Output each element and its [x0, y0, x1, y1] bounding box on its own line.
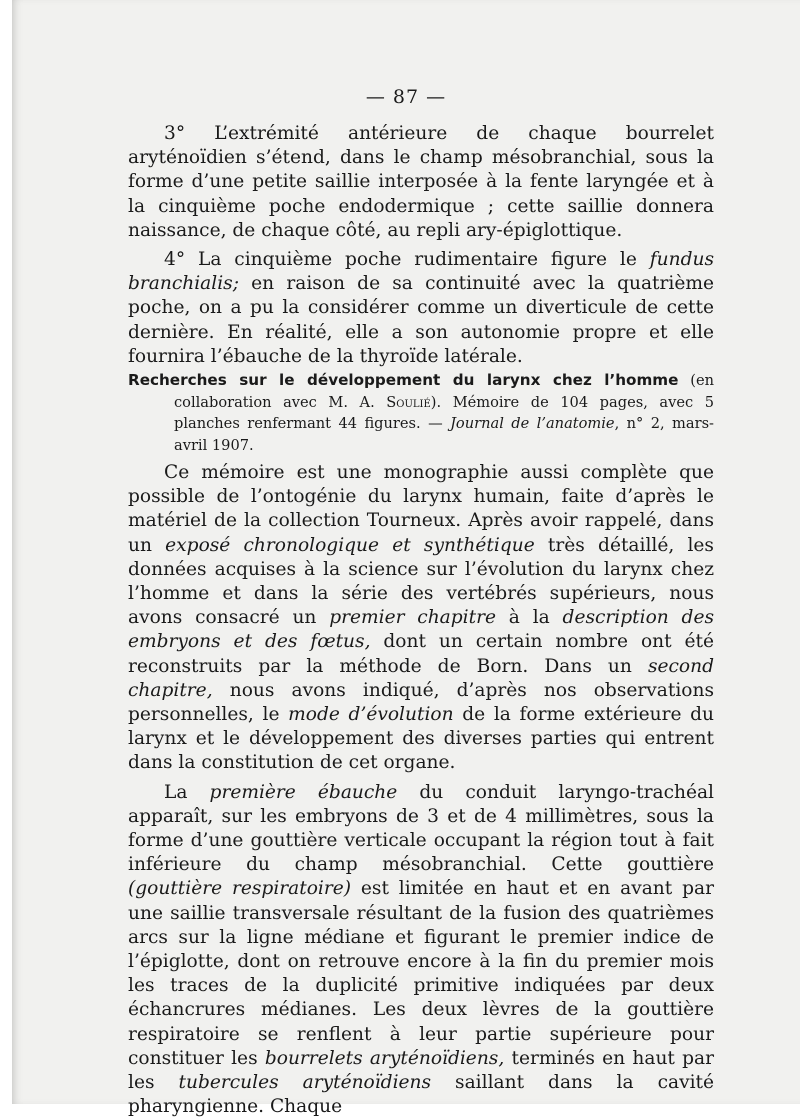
bibliographic-reference [128, 370, 714, 456]
paragraph-first-draft [128, 781, 714, 1119]
italic-run: première ébauche [209, 781, 398, 803]
text-run: très détaillé, les données acquises à la science sur l’évolution du larynx chez l’homme et dans la série des vertébrés supérieurs, nous avons consacré un [128, 534, 714, 629]
paragraph-item-3 [128, 122, 714, 243]
text-run: nous avons indiqué, d’après nos observations personnelles, le [128, 679, 714, 726]
italic-run: description des embryons et des fœtus, [128, 607, 714, 653]
reference-collab: (en collaboration avec M. A. [174, 372, 714, 411]
item-4-italic: fundus branchialis; [128, 249, 714, 295]
page-number: — 87 — [365, 86, 447, 108]
text-run: Ce mémoire est une monographie aussi complète que possible de l’ontogénie du larynx humain, faite d’après le matériel de la collection Tourneux. Après avoir rappelé, dans un [128, 462, 714, 556]
text-run: terminés en haut par les [128, 1047, 715, 1094]
italic-run: tubercules aryténoïdiens [178, 1072, 432, 1094]
top-text-block [128, 122, 714, 369]
text-run: saillant dans la cavité pharyngienne. Chaque [128, 1072, 715, 1118]
text-run: dont un certain nombre ont été reconstruits par la méthode de Born. Dans un [128, 631, 714, 677]
reference-title: Recherches sur le développement du larynx chez l’homme [128, 371, 679, 389]
paragraph-summary [128, 461, 714, 776]
main-text-block [128, 461, 714, 1119]
italic-run: exposé chronologique et synthétique [165, 534, 535, 556]
text-run: à la [495, 607, 563, 629]
item-4-text-end: en raison de sa continuité avec la quatrième poche, on a pu la considérer comme un diverticule de cette dernière. En réalité, elle a son autonomie propre et elle fournira l’ébauche de la thyroïde latérale. [128, 273, 714, 367]
italic-run: mode d’évolution [288, 704, 454, 726]
italic-run: bourrelets aryténoïdiens, [264, 1047, 505, 1069]
text-run: de la forme extérieure du larynx et le développement des diverses parties qui entrent dans la constitution de cet organe. [128, 704, 715, 774]
document-page [12, 0, 800, 1118]
italic-run: second chapitre, [128, 655, 714, 701]
reference-journal: Journal de l’anatomie [450, 415, 615, 432]
text-run: est limitée en haut et en avant par une saillie transversale résultant de la fusion des quatrièmes arcs sur la ligne médiane et figurant le premier indice de l’épiglotte, dont on retrouve encore à la fin du premier mois les traces de la duplicité primitive indiquées par deux échancrures médianes. Les deux lèvres de la gouttière respiratoire se renflent à leur partie supérieure pour constituer les [128, 878, 714, 1069]
italic-run: premier chapitre [329, 607, 496, 629]
item-3-text: 3° L’extrémité antérieure de chaque bourrelet aryténoïdien s’étend, dans le champ mésobranchial, sous la forme d’une petite saillie interposée à la fente laryngée et à la cinquième poche endodermique ; cette saillie donnera naissance, de chaque côté, au repli ary-épiglottique. [128, 123, 714, 241]
paragraph-item-4 [128, 248, 714, 369]
reference-details: ). Mémoire de 104 pages, avec 5 planches renfermant 44 figures. — [174, 393, 714, 432]
italic-run: (gouttière respiratoire) [128, 878, 352, 900]
reference-author: Soulié [386, 393, 431, 411]
item-4-text: 4° La cinquième poche rudimentaire figure le [164, 249, 650, 271]
text-run: La [164, 781, 210, 803]
reference-issue: , n° 2, mars-avril 1907. [174, 415, 714, 454]
text-run: du conduit laryngo-trachéal apparaît, sur les embryons de 3 et de 4 millimètres, sous la forme d’une gouttière verticale occupant la région tout à fait inférieure du champ mésobranchial. Cette gouttière [128, 781, 715, 876]
